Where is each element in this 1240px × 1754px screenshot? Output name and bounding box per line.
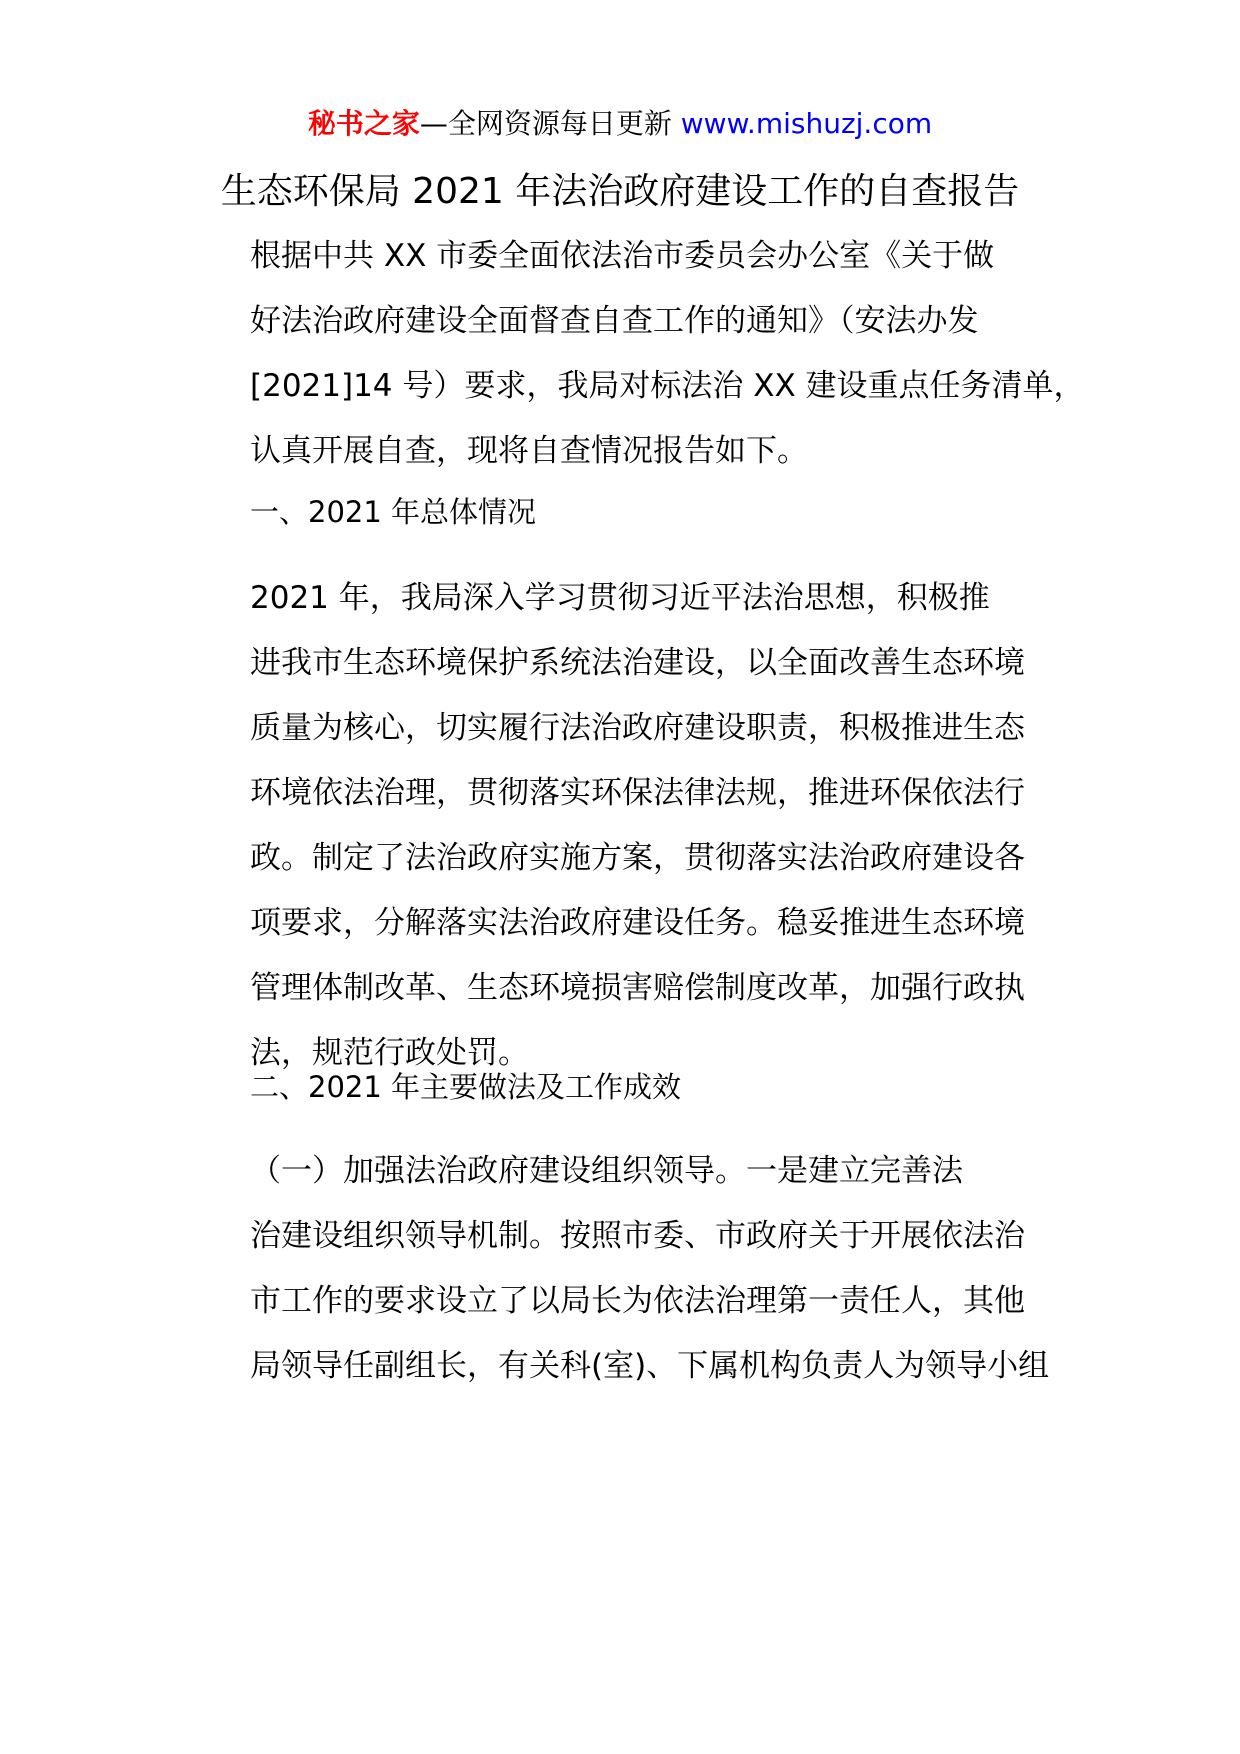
section-1-paragraph	[188, 566, 1068, 1086]
paragraph-line: 管理体制改革、生态环境损害赔偿制度改革，加强行政执	[250, 970, 1025, 1006]
paragraph-line: 好法治政府建设全面督查自查工作的通知》（安法办发	[250, 303, 979, 339]
paragraph-line: 环境依法治理，贯彻落实环保法律法规，推进环保依法行	[250, 775, 1025, 811]
paragraph-line: （一）加强法治政府建设组织领导。一是建立完善法	[250, 1153, 963, 1189]
document-title: 生态环保局 2021 年法治政府建设工作的自查报告	[220, 171, 1020, 212]
paragraph-line: 认真开展自查，现将自查情况报告如下。	[250, 433, 808, 469]
paragraph-line: 进我市生态环境保护系统法治建设，以全面改善生态环境	[250, 645, 1025, 681]
section-2-heading: 二、2021 年主要做法及工作成效	[250, 1070, 682, 1104]
paragraph-line: 法，规范行政处罚。	[250, 1035, 529, 1071]
paragraph-line: 2021 年，我局深入学习贯彻习近平法治思想，积极推	[250, 580, 990, 616]
paragraph-line: 政。制定了法治政府实施方案，贯彻落实法治政府建设各	[250, 840, 1025, 876]
intro-paragraph	[188, 224, 1085, 484]
paragraph-line: 根据中共 XX 市委全面依法治市委员会办公室《关于做	[250, 238, 995, 274]
paragraph-line: 治建设组织领导机制。按照市委、市政府关于开展依法治	[250, 1218, 1025, 1254]
section-1-heading: 一、2021 年总体情况	[250, 495, 537, 529]
paragraph-line: 局领导任副组长，有关科(室)、下属机构负责人为领导小组	[250, 1348, 1050, 1384]
section-2-sub1-paragraph	[188, 1139, 1068, 1399]
paragraph-line: [2021]14 号）要求，我局对标法治 XX 建设重点任务清单，	[250, 368, 1085, 404]
paragraph-line: 市工作的要求设立了以局长为依法治理第一责任人，其他	[250, 1283, 1025, 1319]
site-url-link[interactable]: www.mishuzj.com	[680, 107, 933, 140]
site-banner	[0, 104, 1240, 144]
paragraph-line: 项要求，分解落实法治政府建设任务。稳妥推进生态环境	[250, 905, 1025, 941]
paragraph-line: 质量为核心，切实履行法治政府建设职责，积极推进生态	[250, 710, 1025, 746]
site-slogan: —全网资源每日更新	[419, 107, 681, 140]
site-brand: 秘书之家	[307, 107, 420, 140]
